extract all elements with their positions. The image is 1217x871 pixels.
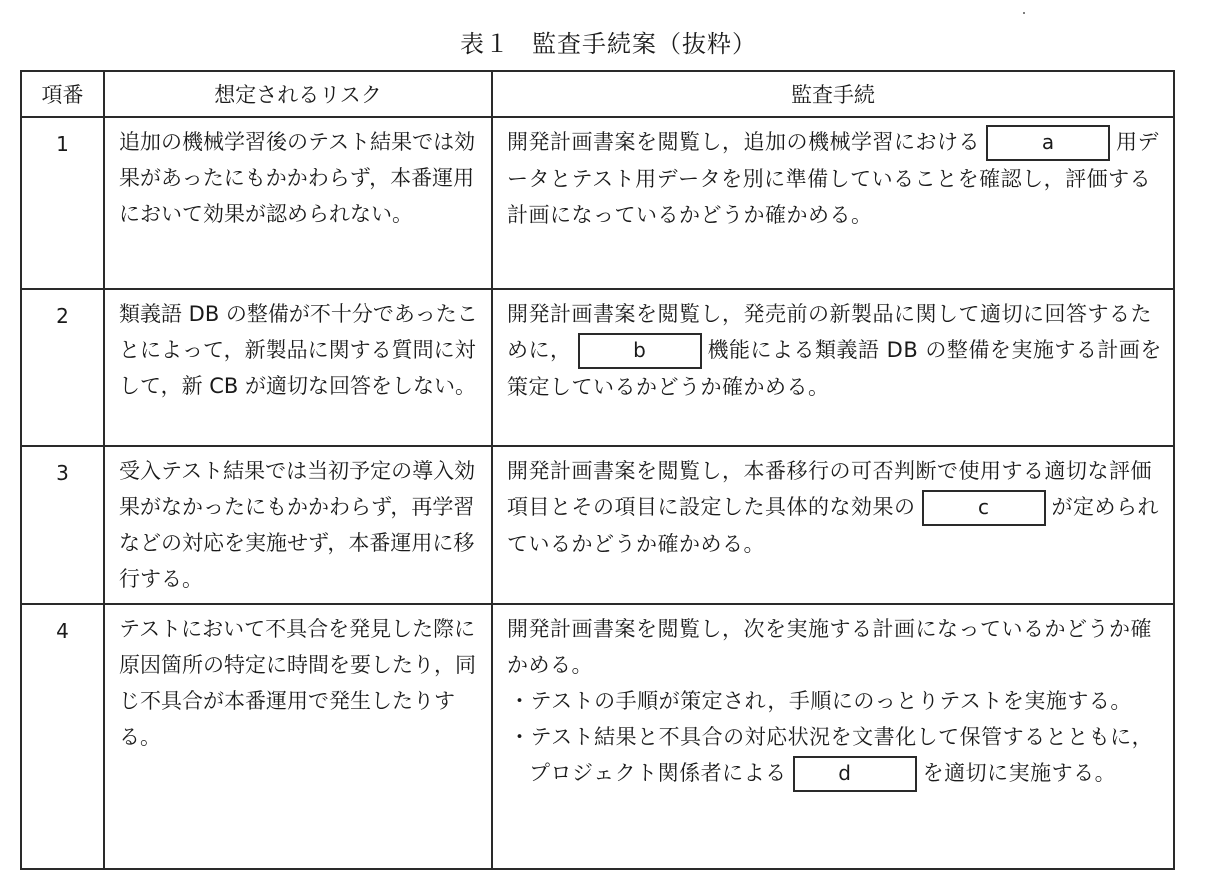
table-row (21, 604, 1174, 869)
procedure-text: が定められているかどうか確かめる。 (507, 495, 1159, 556)
risk-cell: 類義語 DB の整備が不十分であったことによって，新製品に関する質問に対して，新 CB が適切な回答をしない。 (104, 289, 492, 446)
answer-blank-d: d (793, 756, 917, 792)
procedure-text: 開発計画書案を閲覧し，本番移行の可否判断で使用する適切な評価項目とその項目に設定した具体的な効果の (507, 459, 1152, 519)
procedure-text: 用データとテスト用データを別に準備していることを確認し，評価する計画になっているかどうか確かめる。 (507, 130, 1159, 227)
header-item-number: 項番 (21, 71, 104, 117)
header-risk: 想定されるリスク (104, 71, 492, 117)
procedure-bullet (507, 719, 1163, 792)
table-caption-number: 表１ (460, 30, 510, 58)
table-header-row (21, 71, 1174, 117)
scan-speck (1023, 12, 1025, 14)
procedure-text: 開発計画書案を閲覧し，追加の機械学習における (507, 130, 980, 154)
procedure-text: ・テスト結果と不具合の対応状況を文書化して保管するとともに，プロジェクト関係者による (509, 725, 1154, 785)
procedure-cell (492, 289, 1174, 446)
answer-blank-a: a (986, 125, 1110, 161)
row-number: 2 (21, 289, 104, 446)
procedure-text: を適切に実施する。 (922, 761, 1117, 785)
row-number: 4 (21, 604, 104, 869)
answer-blank-b: b (578, 333, 702, 369)
risk-cell: 受入テスト結果では当初予定の導入効果がなかったにもかかわらず，再学習などの対応を実施せず，本番運用に移行する。 (104, 446, 492, 604)
risk-cell: テストにおいて不具合を発見した際に原因箇所の特定に時間を要したり，同じ不具合が本番運用で発生したりする。 (104, 604, 492, 869)
procedure-cell (492, 604, 1174, 869)
procedure-text: 開発計画書案を閲覧し，発売前の新製品に関して適切に回答するために， (507, 302, 1152, 362)
audit-procedure-table (20, 70, 1175, 870)
procedure-cell (492, 446, 1174, 604)
procedure-bullet: ・テストの手順が策定され，手順にのっとりテストを実施する。 (509, 689, 1132, 713)
procedure-intro: 開発計画書案を閲覧し，次を実施する計画になっているかどうか確かめる。 (507, 617, 1152, 677)
risk-cell: 追加の機械学習後のテスト結果では効果があったにもかかわらず，本番運用において効果が認められない。 (104, 117, 492, 289)
table-row (21, 446, 1174, 604)
row-number: 1 (21, 117, 104, 289)
table-row (21, 117, 1174, 289)
procedure-cell (492, 117, 1174, 289)
header-audit-procedure: 監査手続 (492, 71, 1174, 117)
table-row (21, 289, 1174, 446)
row-number: 3 (21, 446, 104, 604)
table-caption-title: 監査手続案（抜粋） (532, 30, 757, 58)
procedure-text: 機能による類義語 DB の整備を実施する計画を策定しているかどうか確かめる。 (507, 338, 1162, 399)
answer-blank-c: c (922, 490, 1046, 526)
table-caption (0, 24, 1217, 59)
